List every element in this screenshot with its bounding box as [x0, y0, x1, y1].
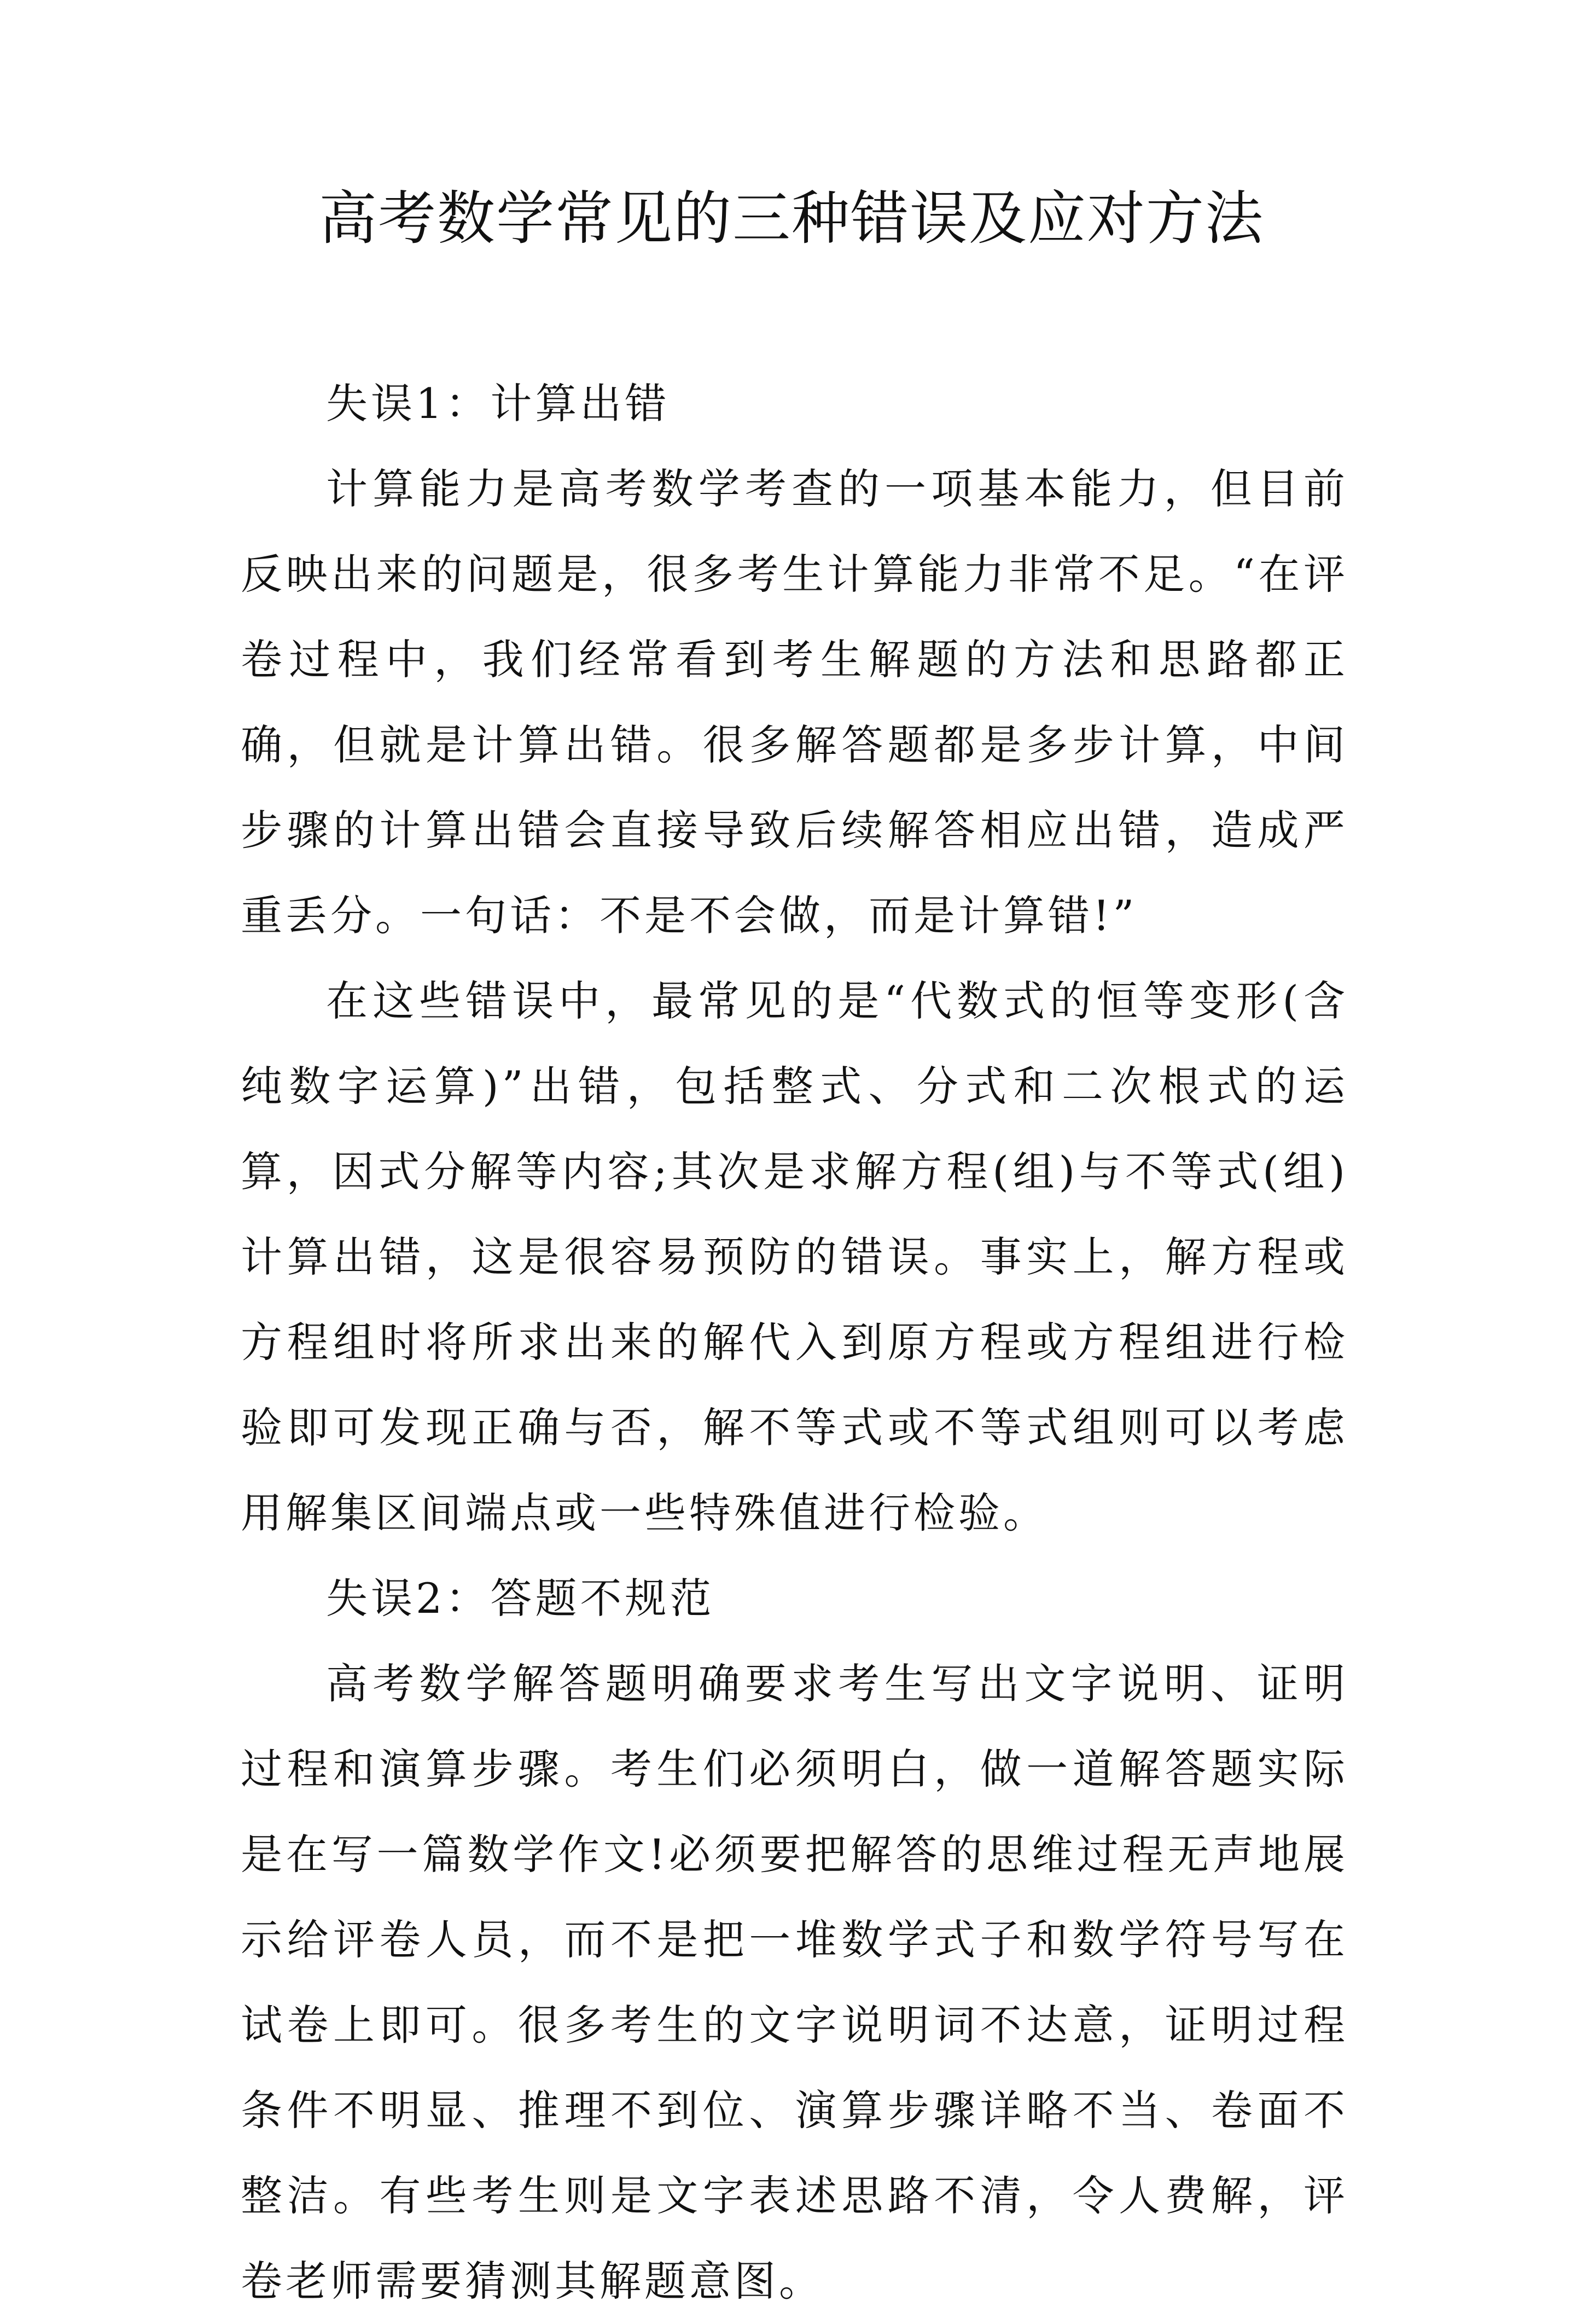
section-heading-2: 失误2：答题不规范 [326, 1574, 715, 1623]
paragraph-calculation-errors: 计算能力是高考数学考查的一项基本能力，但目前反映出来的问题是，很多考生计算能力非常不足。“在评卷过程中，我们经常看到考生解题的方法和思路都正确，但就是计算出错。很多解答题都是多步计算，中间步骤的计算出错会直接导致后续解答相应出错，造成严重丢分。一句话：不是不会做，而是计算错!” [241, 464, 1348, 940]
document-title: 高考数学常见的三种错误及应对方法 [319, 185, 1264, 252]
document-body [241, 361, 1348, 2324]
paragraph-common-errors: 在这些错误中，最常见的是“代数式的恒等变形(含纯数字运算)”出错，包括整式、分式和二次根式的运算，因式分解等内容;其次是求解方程(组)与不等式(组)计算出错，这是很容易预防的错误。事实上，解方程或方程组时将所求出来的解代入到原方程或方程组进行检验即可发现正确与否，解不等式或不等式组则可以考虑用解集区间端点或一些特殊值进行检验。 [241, 977, 1348, 1537]
section-heading-1: 失误1：计算出错 [326, 379, 670, 428]
paragraph-answer-format: 高考数学解答题明确要求考生写出文字说明、证明过程和演算步骤。考生们必须明白，做一道解答题实际是在写一篇数学作文!必须要把解答的思维过程无声地展示给评卷人员，而不是把一堆数学式子和数学符号写在试卷上即可。很多考生的文字说明词不达意，证明过程条件不明显、推理不到位、演算步骤详略不当、卷面不整洁。有些考生则是文字表述思路不清，令人费解，评卷老师需要猜测其解题意图。 [241, 1659, 1348, 2305]
